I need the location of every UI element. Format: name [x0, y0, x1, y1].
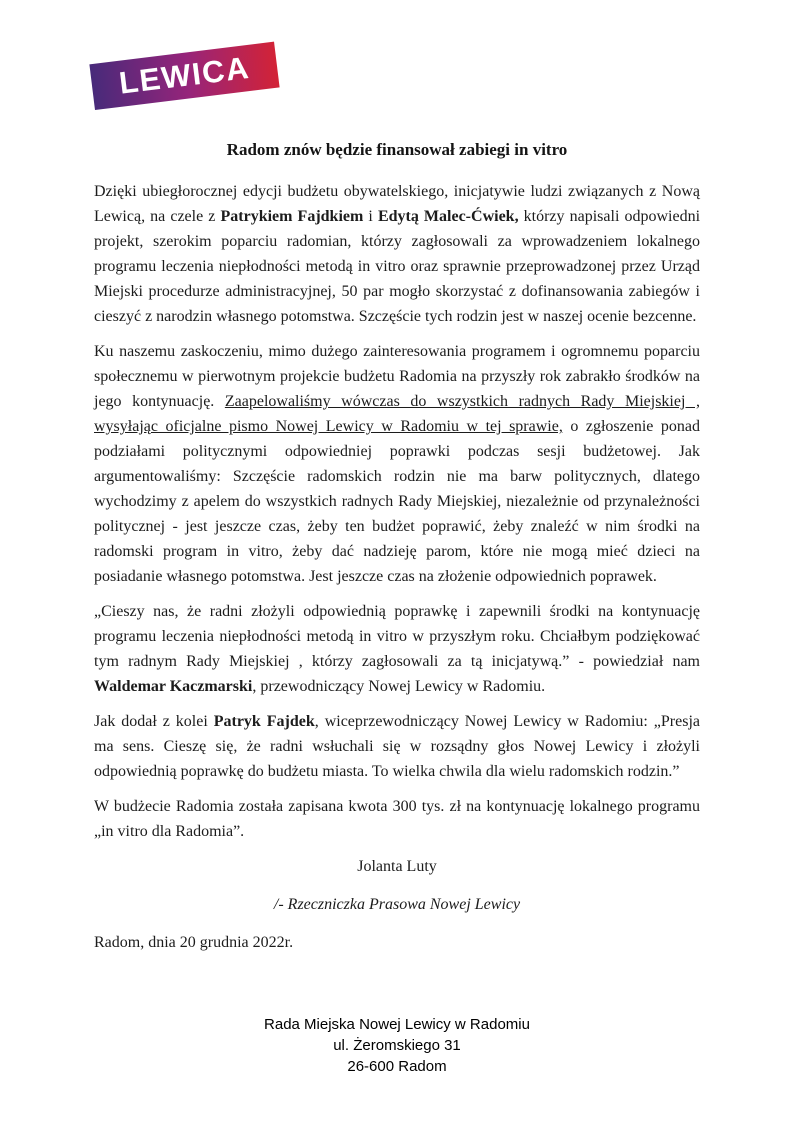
footer-line-city: 26-600 Radom [347, 1058, 447, 1075]
paragraph-quote-kaczmarski: „Cieszy nas, że radni złożyli odpowiednią poprawkę i zapewnili środki na kontynuację programu leczenia niepłodności metodą in vitro w przyszłym roku. Chciałbym podziękować tym radnym Rady Miejskiej , którzy zagłosowali za tą inicjatywą.” - powiedział nam Waldemar Kaczmarski, przewodniczący Nowej Lewicy w Radomiu. [94, 603, 700, 695]
signature-name: Jolanta Luty [357, 858, 437, 875]
page-title: Radom znów będzie finansował zabiegi in vitro [226, 140, 568, 159]
signature-role: /- Rzeczniczka Prasowa Nowej Lewicy [273, 896, 521, 913]
paragraph-quote-fajdek: Jak dodał z kolei Patryk Fajdek, wiceprzewodniczący Nowej Lewicy w Radomiu: „Presja ma sens. Cieszę się, że radni wsłuchali się w rozsądny głos Nowej Lewicy i złożyli odpowiednią poprawkę do budżetu miasta. To wielka chwila dla wielu radomskich rodzin.” [94, 713, 701, 780]
footer-address [0, 1014, 794, 1077]
paragraph-intro: Dzięki ubiegłorocznej edycji budżetu obywatelskiego, inicjatywie ludzi związanych z Nową Lewicą, na czele z Patrykiem Fajdkiem i Edytą Malec-Ćwiek, którzy napisali odpowiedni projekt, szerokim poparciu radomian, którzy zagłosowali za wprowadzeniem lokalnego programu leczenia niepłodności metodą in vitro oraz sprawnie przeprowadzonej przez Urząd Miejski procedurze administracyjnej, 50 par mogło skorzystać z dofinansowania zabiegów i cieszyć z narodzin własnego potomstwa. Szczęście tych rodzin jest w naszej ocenie bezcenne. [94, 183, 701, 325]
lewica-logo [89, 42, 279, 110]
paragraph-appeal: Ku naszemu zaskoczeniu, mimo dużego zainteresowania programem i ogromnemu poparciu społecznemu w pierwotnym projekcie budżetu Radomia na przyszły rok zabrakło środków na jego kontynuację. Zaapelowaliśmy wówczas do wszystkich radnych Rady Miejskiej , wysyłając oficjalne pismo Nowej Lewicy w Radomiu w tej sprawie, o zgłoszenie ponad podziałami politycznymi odpowiedniej poprawki podczas sesji budżetowej. Jak argumentowaliśmy: Szczęście radomskich rodzin nie ma barw politycznych, dlatego wychodzimy z apelem do wszystkich radnych Rady Miejskiej, niezależnie od przynależności politycznej - jest jeszcze czas, żeby ten budżet poprawić, żeby znaleźć w nim środki na radomski program in vitro, żeby dać nadzieję parom, które nie mogą mieć dzieci na posiadanie własnego potomstwa. Jest jeszcze czas na złożenie odpowiednich poprawek. [94, 343, 701, 585]
footer-line-street: ul. Żeromskiego 31 [333, 1037, 461, 1054]
footer-line-organization: Rada Miejska Nowej Lewicy w Radomiu [264, 1016, 530, 1033]
lewica-logo-text: LEWICA [117, 49, 252, 101]
dateline: Radom, dnia 20 grudnia 2022r. [94, 934, 294, 951]
document-body [94, 138, 700, 955]
paragraph-budget-amount: W budżecie Radomia została zapisana kwota 300 tys. zł na kontynuację lokalnego programu „in vitro dla Radomia”. [94, 798, 700, 840]
